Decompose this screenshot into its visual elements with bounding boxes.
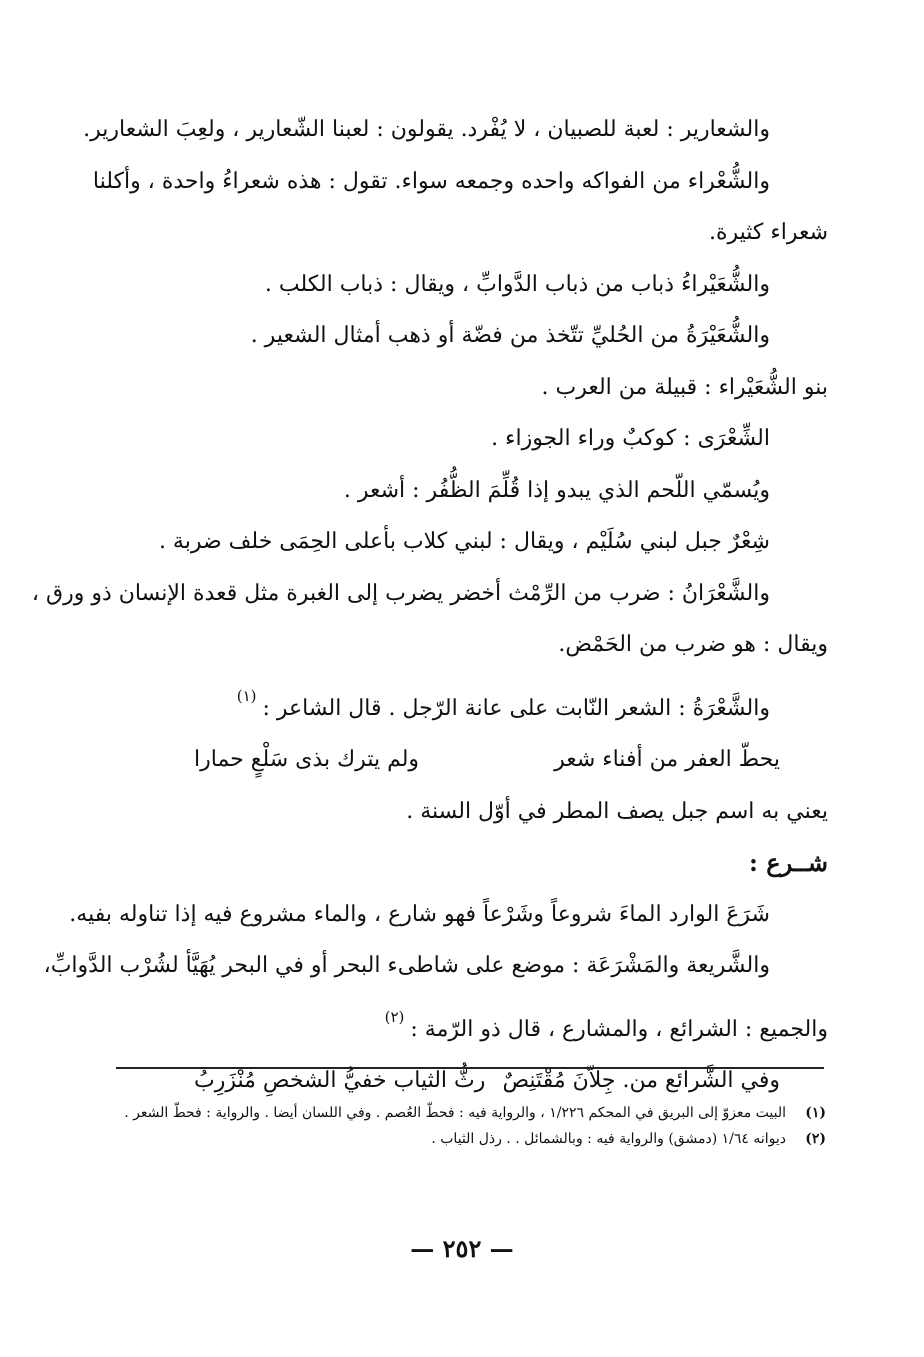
text-line [108, 992, 828, 1056]
text-line: والشعارير : لعبة للصبيان ، لا يُفْرد. يقولون : لعبنا الشّعارير ، ولعِبَ الشعارير. [83, 117, 770, 142]
text-line: ويقال : هو ضرب من الحَمْض. [558, 632, 828, 657]
footnote-text: ديوانه ١/٦٤ (دمشق) والرواية فيه : وبالشمائل . . رذل الثياب . [431, 1131, 786, 1147]
entry-heading: شــرع : [749, 848, 828, 877]
text-line: يعني به اسم جبل يصف المطر في أوّل السنة . [406, 798, 828, 824]
poetry-verse-1 [108, 734, 828, 786]
main-text [31, 104, 828, 1107]
page-number: — ٢٥٢ — [410, 1234, 514, 1263]
text-line: والشُّعَيْرَةُ من الحُليِّ تتّخذ من فضّة أو ذهب أمثال الشعير . [250, 323, 770, 348]
text-line: والشُّعْراء من الفواكه واحده وجمعه سواء. تقول : هذه شعراءُ واحدة ، وأكلنا [92, 168, 770, 194]
text-line [108, 671, 828, 735]
text-line: شعراء كثيرة. [708, 220, 828, 245]
text-line-content: والشَّعْرَةُ : الشعر النّابت على عانة الرّجل . قال الشاعر : [262, 695, 770, 721]
text-line-content: والجميع : الشرائع ، والمشارع ، قال ذو الرّمة : [410, 1016, 828, 1042]
footnote-number: (١) [805, 1105, 826, 1121]
footnote-number: (٢) [805, 1131, 826, 1147]
text-line: والشُّعَيْراءُ ذباب من ذباب الدَّوابِّ ، ويقال : ذباب الكلب . [264, 271, 770, 297]
verse-second-hemistich: رثُّ الثياب خفيُّ الشخصِ مُنْزَرِبُ [194, 1068, 486, 1093]
footnote-ref-1: (١) [236, 686, 257, 705]
footnote-ref-2: (٢) [384, 1007, 405, 1026]
footnotes [112, 1100, 826, 1152]
footnote-1 [112, 1100, 826, 1126]
verse-second-hemistich: ولم يترك بذى سَلْعٍ حمارا [194, 747, 420, 772]
verse-first-hemistich: يحطّ العفر من أفناء شعر [554, 747, 780, 772]
text-line: ويُسمّي اللّحم الذي يبدو إذا قُلِّمَ الظُّفُر : أشعر . [343, 477, 770, 503]
text-line: والشَّريعة والمَشْرَعَة : موضع على شاطىء البحر أو في البحر يُهَيَّأ لشُرْب الدَّوابِّ، [43, 953, 770, 978]
text-line: شِعْرٌ جبل لبني سُلَيْم ، ويقال : لبني كلاب بأعلى الحِمَى خلف ضربة . [158, 529, 770, 554]
footnote-separator [116, 1067, 824, 1069]
text-line: والشَّعْرَانُ : ضرب من الرِّمْث أخضر يضرب إلى الغبرة مثل قعدة الإنسان ذو ورق ، [31, 580, 770, 606]
text-line: الشِّعْرَى : كوكبٌ وراء الجوزاء . [491, 426, 770, 451]
footnote-text: البيت معزوّ إلى البريق في المحكم ١/٢٢٦ ، والرواية فيه : فحطّ العُصم . وفي اللسان أيضا . والرواية : فحطّ الشعر . [124, 1105, 786, 1121]
verse-first-hemistich: وفي الشَّرائع من. جِلاّنَ مُقْتَنِصٌ [502, 1068, 780, 1093]
text-line: بنو الشُّعَيْراء : قبيلة من العرب . [541, 374, 828, 400]
footnote-2 [112, 1126, 826, 1152]
text-line: شَرَعَ الوارد الماءَ شروعاً وشَرْعاً فهو شارع ، والماء مشروع فيه إذا تناوله بفيه. [69, 901, 770, 927]
poetry-verse-2 [108, 1055, 828, 1107]
